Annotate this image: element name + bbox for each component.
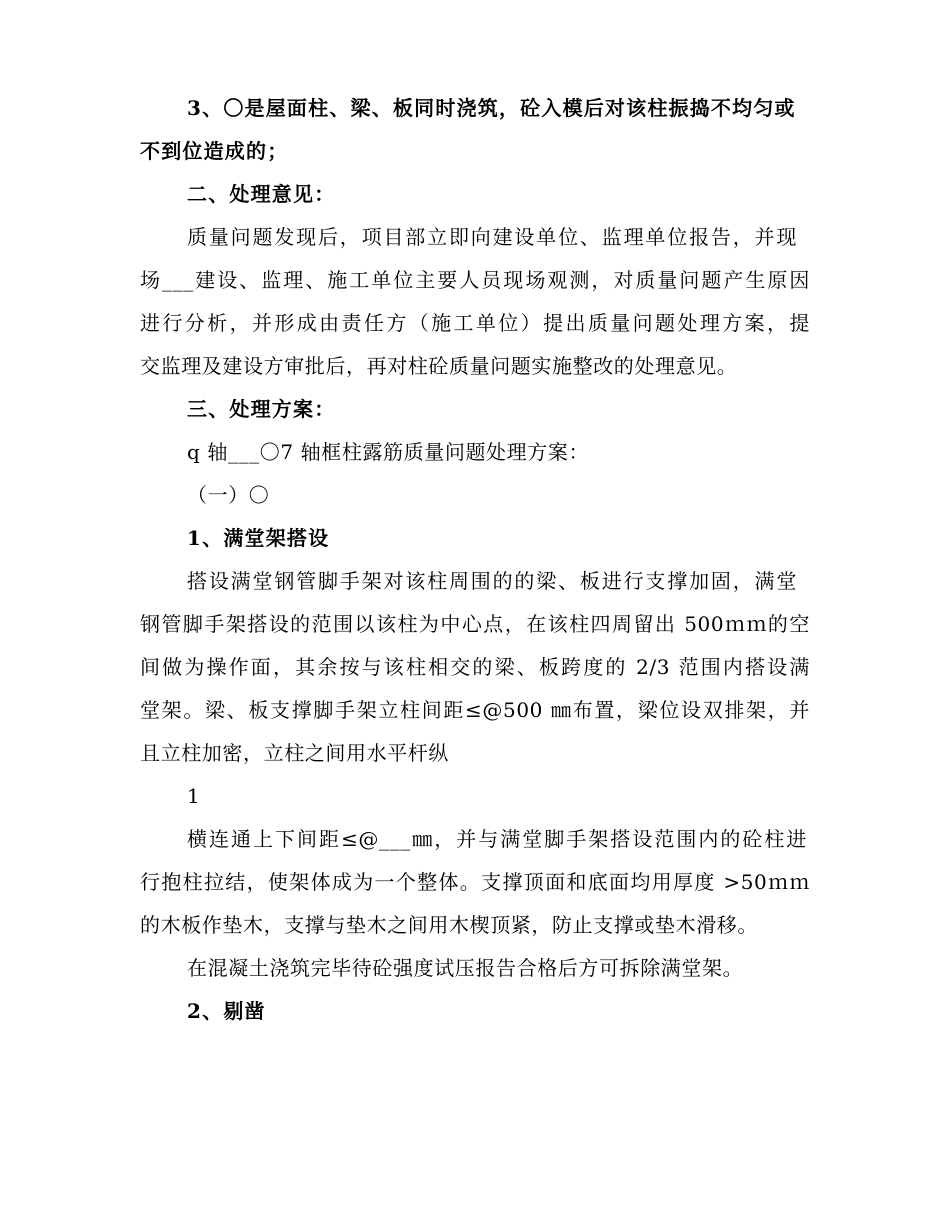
section-heading: 三、处理方案： (187, 397, 336, 421)
subsection-heading: （一）〇 (187, 483, 270, 507)
subsection-heading: 2、剔凿 (187, 999, 266, 1023)
paragraph-line: 行抱柱拉结，使架体成为一个整体。支撑顶面和底面均用厚度 >50ｍｍ (140, 870, 810, 894)
paragraph-line: 且立柱加密，立柱之间用水平杆纵 (140, 741, 449, 765)
paragraph-line: 堂架。梁、板支撑脚手架立柱间距≤@500 ㎜布置，梁位设双排架，并 (140, 698, 810, 722)
paragraph-line: 间做为操作面，其余按与该柱相交的梁、板跨度的 2/3 范围内搭设满 (140, 655, 810, 679)
paragraph-line: 3、〇是屋面柱、梁、板同时浇筑，砼入模后对该柱振捣不均匀或 (187, 96, 796, 120)
subsection-heading: 1、满堂架搭设 (187, 526, 330, 550)
page-number: 1 (187, 784, 201, 808)
paragraph-line: 在混凝土浇筑完毕待砼强度试压报告合格后方可拆除满堂架。 (187, 956, 744, 980)
paragraph-line: 的木板作垫木，支撑与垫木之间用木楔顶紧，防止支撑或垫木滑移。 (140, 913, 758, 937)
paragraph-line: 进行分析，并形成由责任方（施工单位）提出质量问题处理方案，提 (140, 311, 810, 335)
paragraph-line: 搭设满堂钢管脚手架对该柱周围的的梁、板进行支撑加固，满堂 (187, 569, 797, 593)
paragraph-line: 质量问题发现后，项目部立即向建设单位、监理单位报告，并现 (187, 225, 797, 249)
paragraph-line: 钢管脚手架搭设的范围以该柱为中心点，在该柱四周留出 500ｍｍ的空 (140, 612, 810, 636)
paragraph-line: 横连通上下间距≤@___㎜，并与满堂脚手架搭设范围内的砼柱进 (187, 827, 807, 851)
paragraph-line: 不到位造成的； (140, 139, 289, 163)
paragraph-line: q 轴___〇7 轴框柱露筋质量问题处理方案： (187, 440, 590, 464)
paragraph-line: 场___建设、监理、施工单位主要人员现场观测，对质量问题产生原因 (140, 268, 810, 292)
paragraph-line: 交监理及建设方审批后，再对柱砼质量问题实施整改的处理意见。 (140, 354, 738, 378)
section-heading: 二、处理意见： (187, 182, 336, 206)
